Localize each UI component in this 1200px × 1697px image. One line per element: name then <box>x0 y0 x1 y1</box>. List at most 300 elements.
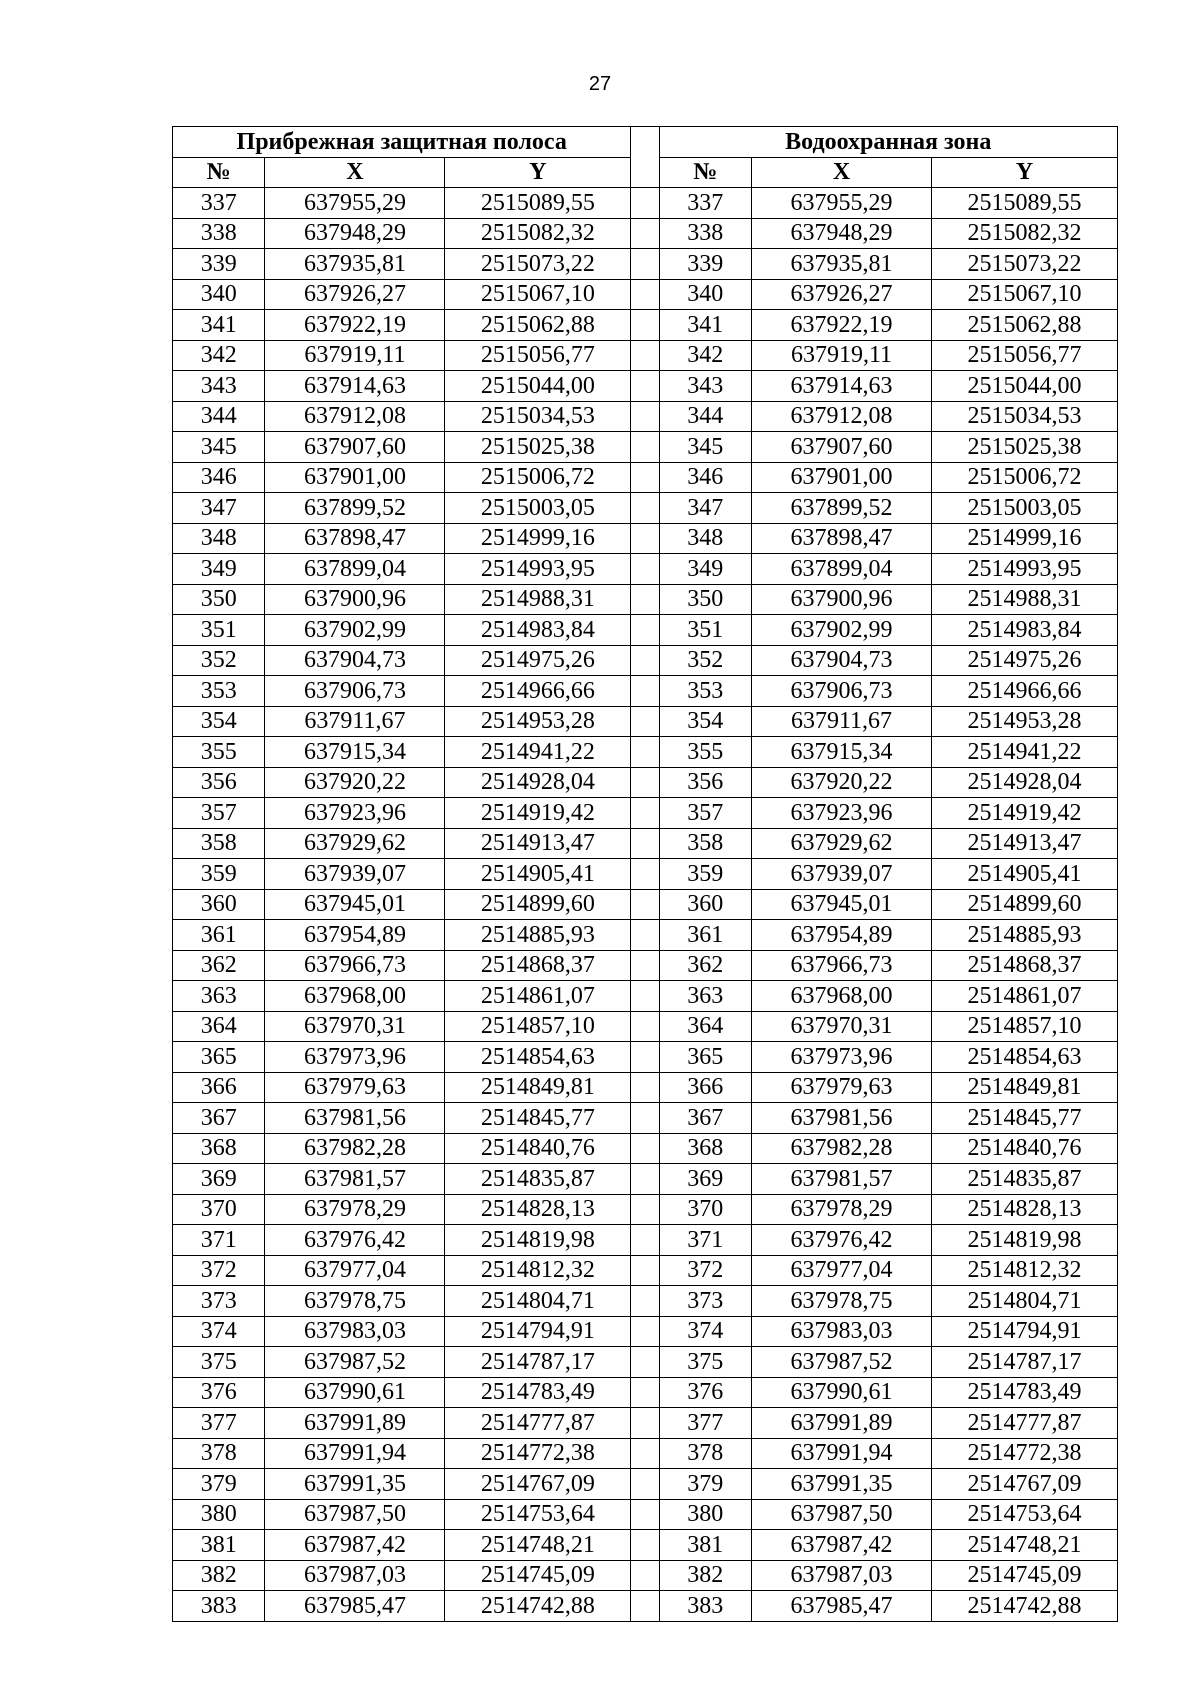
right-cell-y: 2514953,28 <box>931 706 1117 737</box>
right-cell-num: 368 <box>659 1133 751 1164</box>
table-gap-cell <box>631 1194 659 1225</box>
left-cell-y: 2515044,00 <box>445 371 631 402</box>
left-cell-y: 2514919,42 <box>445 798 631 829</box>
table-row <box>173 218 1118 249</box>
table-row <box>173 1011 1118 1042</box>
left-cell-num: 372 <box>173 1255 265 1286</box>
table-gap-cell <box>631 1072 659 1103</box>
right-cell-x: 637978,29 <box>752 1194 932 1225</box>
right-cell-y: 2514845,77 <box>931 1103 1117 1134</box>
table-row <box>173 859 1118 890</box>
right-cell-y: 2514828,13 <box>931 1194 1117 1225</box>
table-gap-cell <box>631 615 659 646</box>
table-gap-cell <box>631 493 659 524</box>
right-cell-y: 2514966,66 <box>931 676 1117 707</box>
right-cell-num: 375 <box>659 1347 751 1378</box>
table-gap-cell <box>631 1255 659 1286</box>
right-cell-y: 2514794,91 <box>931 1316 1117 1347</box>
right-cell-x: 637990,61 <box>752 1377 932 1408</box>
left-cell-x: 637976,42 <box>265 1225 445 1256</box>
right-cell-num: 357 <box>659 798 751 829</box>
right-cell-x: 637939,07 <box>752 859 932 890</box>
table-gap-cell <box>631 889 659 920</box>
right-cell-num: 376 <box>659 1377 751 1408</box>
left-cell-y: 2515006,72 <box>445 462 631 493</box>
left-cell-num: 361 <box>173 920 265 951</box>
right-cell-x: 637920,22 <box>752 767 932 798</box>
left-cell-y: 2515067,10 <box>445 279 631 310</box>
right-cell-y: 2514919,42 <box>931 798 1117 829</box>
table-row <box>173 1225 1118 1256</box>
left-cell-x: 637987,50 <box>265 1499 445 1530</box>
table-gap-cell <box>631 1011 659 1042</box>
right-col-num-header: № <box>659 157 751 188</box>
table-row <box>173 950 1118 981</box>
right-cell-num: 345 <box>659 432 751 463</box>
right-cell-x: 637979,63 <box>752 1072 932 1103</box>
right-cell-num: 348 <box>659 523 751 554</box>
left-col-x-header: X <box>265 157 445 188</box>
left-cell-y: 2514966,66 <box>445 676 631 707</box>
right-cell-y: 2514742,88 <box>931 1591 1117 1622</box>
right-cell-x: 637977,04 <box>752 1255 932 1286</box>
left-cell-num: 351 <box>173 615 265 646</box>
left-cell-y: 2514983,84 <box>445 615 631 646</box>
table-gap-cell <box>631 1499 659 1530</box>
left-cell-y: 2514787,17 <box>445 1347 631 1378</box>
right-cell-num: 377 <box>659 1408 751 1439</box>
left-cell-x: 637987,52 <box>265 1347 445 1378</box>
right-cell-x: 637923,96 <box>752 798 932 829</box>
right-cell-num: 352 <box>659 645 751 676</box>
left-cell-y: 2514840,76 <box>445 1133 631 1164</box>
table-gap-cell <box>631 1133 659 1164</box>
left-cell-y: 2514767,09 <box>445 1469 631 1500</box>
left-cell-y: 2514857,10 <box>445 1011 631 1042</box>
right-cell-x: 637935,81 <box>752 249 932 280</box>
right-cell-x: 637987,50 <box>752 1499 932 1530</box>
right-table-title: Водоохранная зона <box>659 127 1117 158</box>
right-cell-num: 358 <box>659 828 751 859</box>
right-cell-y: 2514777,87 <box>931 1408 1117 1439</box>
right-cell-y: 2515025,38 <box>931 432 1117 463</box>
right-cell-y: 2514783,49 <box>931 1377 1117 1408</box>
page-number: 27 <box>588 73 612 95</box>
left-cell-x: 637920,22 <box>265 767 445 798</box>
left-cell-num: 345 <box>173 432 265 463</box>
right-cell-num: 351 <box>659 615 751 646</box>
right-cell-y: 2514767,09 <box>931 1469 1117 1500</box>
right-cell-y: 2514999,16 <box>931 523 1117 554</box>
right-cell-y: 2514745,09 <box>931 1560 1117 1591</box>
left-cell-y: 2514975,26 <box>445 645 631 676</box>
table-row <box>173 1194 1118 1225</box>
table-row <box>173 645 1118 676</box>
left-cell-x: 637991,89 <box>265 1408 445 1439</box>
right-cell-num: 366 <box>659 1072 751 1103</box>
table-gap-cell <box>631 1316 659 1347</box>
right-cell-x: 637948,29 <box>752 218 932 249</box>
right-cell-x: 637904,73 <box>752 645 932 676</box>
table-gap-cell <box>631 249 659 280</box>
right-cell-y: 2514975,26 <box>931 645 1117 676</box>
left-cell-num: 339 <box>173 249 265 280</box>
left-cell-num: 378 <box>173 1438 265 1469</box>
table-gap-cell <box>631 310 659 341</box>
left-cell-num: 348 <box>173 523 265 554</box>
left-cell-y: 2514885,93 <box>445 920 631 951</box>
right-cell-num: 367 <box>659 1103 751 1134</box>
right-cell-y: 2514772,38 <box>931 1438 1117 1469</box>
right-cell-num: 342 <box>659 340 751 371</box>
table-body <box>173 188 1118 1622</box>
right-cell-num: 343 <box>659 371 751 402</box>
right-cell-num: 359 <box>659 859 751 890</box>
left-cell-y: 2514899,60 <box>445 889 631 920</box>
left-cell-y: 2514849,81 <box>445 1072 631 1103</box>
right-cell-y: 2515044,00 <box>931 371 1117 402</box>
left-cell-num: 369 <box>173 1164 265 1195</box>
right-cell-x: 637902,99 <box>752 615 932 646</box>
left-cell-x: 637906,73 <box>265 676 445 707</box>
left-cell-y: 2514928,04 <box>445 767 631 798</box>
left-cell-y: 2514913,47 <box>445 828 631 859</box>
left-cell-num: 346 <box>173 462 265 493</box>
left-cell-y: 2514988,31 <box>445 584 631 615</box>
left-cell-num: 376 <box>173 1377 265 1408</box>
left-cell-x: 637990,61 <box>265 1377 445 1408</box>
left-cell-num: 358 <box>173 828 265 859</box>
left-cell-x: 637900,96 <box>265 584 445 615</box>
right-cell-y: 2514812,32 <box>931 1255 1117 1286</box>
left-cell-y: 2514941,22 <box>445 737 631 768</box>
table-gap-cell <box>631 1225 659 1256</box>
left-cell-num: 363 <box>173 981 265 1012</box>
table-gap-cell <box>631 1377 659 1408</box>
left-cell-num: 381 <box>173 1530 265 1561</box>
left-cell-num: 364 <box>173 1011 265 1042</box>
right-cell-x: 637898,47 <box>752 523 932 554</box>
right-cell-y: 2514804,71 <box>931 1286 1117 1317</box>
left-cell-x: 637954,89 <box>265 920 445 951</box>
table-gap-cell <box>631 645 659 676</box>
table-gap-cell <box>631 676 659 707</box>
left-cell-y: 2514828,13 <box>445 1194 631 1225</box>
right-cell-num: 364 <box>659 1011 751 1042</box>
table-row <box>173 920 1118 951</box>
left-cell-x: 637979,63 <box>265 1072 445 1103</box>
right-cell-y: 2515073,22 <box>931 249 1117 280</box>
left-cell-num: 360 <box>173 889 265 920</box>
right-cell-num: 363 <box>659 981 751 1012</box>
left-cell-num: 344 <box>173 401 265 432</box>
right-cell-y: 2514905,41 <box>931 859 1117 890</box>
left-cell-x: 637898,47 <box>265 523 445 554</box>
table-row <box>173 676 1118 707</box>
table-gap-cell <box>631 737 659 768</box>
table-row <box>173 554 1118 585</box>
left-cell-num: 370 <box>173 1194 265 1225</box>
left-cell-y: 2515073,22 <box>445 249 631 280</box>
left-cell-y: 2514999,16 <box>445 523 631 554</box>
right-cell-num: 360 <box>659 889 751 920</box>
left-cell-y: 2514748,21 <box>445 1530 631 1561</box>
left-cell-x: 637981,57 <box>265 1164 445 1195</box>
right-cell-x: 637985,47 <box>752 1591 932 1622</box>
right-cell-x: 637914,63 <box>752 371 932 402</box>
left-cell-num: 375 <box>173 1347 265 1378</box>
table-header <box>173 127 1118 188</box>
left-cell-x: 637985,47 <box>265 1591 445 1622</box>
right-cell-num: 353 <box>659 676 751 707</box>
table-gap-cell <box>631 828 659 859</box>
right-cell-x: 637987,42 <box>752 1530 932 1561</box>
left-cell-num: 349 <box>173 554 265 585</box>
right-cell-x: 637899,52 <box>752 493 932 524</box>
right-cell-y: 2514928,04 <box>931 767 1117 798</box>
left-cell-num: 362 <box>173 950 265 981</box>
right-cell-num: 378 <box>659 1438 751 1469</box>
right-cell-y: 2515003,05 <box>931 493 1117 524</box>
left-cell-x: 637987,03 <box>265 1560 445 1591</box>
right-cell-y: 2514885,93 <box>931 920 1117 951</box>
table-gap-cell <box>631 218 659 249</box>
right-cell-num: 349 <box>659 554 751 585</box>
left-cell-x: 637912,08 <box>265 401 445 432</box>
right-cell-x: 637915,34 <box>752 737 932 768</box>
left-cell-x: 637987,42 <box>265 1530 445 1561</box>
right-cell-x: 637922,19 <box>752 310 932 341</box>
right-cell-x: 637968,00 <box>752 981 932 1012</box>
left-cell-x: 637948,29 <box>265 218 445 249</box>
right-cell-y: 2515062,88 <box>931 310 1117 341</box>
table-row <box>173 371 1118 402</box>
right-cell-x: 637954,89 <box>752 920 932 951</box>
left-cell-x: 637922,19 <box>265 310 445 341</box>
table-row <box>173 310 1118 341</box>
right-cell-y: 2514840,76 <box>931 1133 1117 1164</box>
left-cell-x: 637955,29 <box>265 188 445 219</box>
right-cell-num: 344 <box>659 401 751 432</box>
right-cell-y: 2514861,07 <box>931 981 1117 1012</box>
left-cell-y: 2514772,38 <box>445 1438 631 1469</box>
table-gap-cell <box>631 584 659 615</box>
left-cell-num: 365 <box>173 1042 265 1073</box>
left-cell-x: 637911,67 <box>265 706 445 737</box>
right-cell-x: 637911,67 <box>752 706 932 737</box>
right-cell-x: 637926,27 <box>752 279 932 310</box>
right-cell-x: 637991,35 <box>752 1469 932 1500</box>
left-cell-y: 2515025,38 <box>445 432 631 463</box>
left-cell-y: 2514854,63 <box>445 1042 631 1073</box>
right-cell-y: 2514988,31 <box>931 584 1117 615</box>
left-cell-y: 2514777,87 <box>445 1408 631 1439</box>
table-row <box>173 1530 1118 1561</box>
table-gap-cell <box>631 950 659 981</box>
table-row <box>173 1072 1118 1103</box>
right-cell-y: 2515067,10 <box>931 279 1117 310</box>
table-gap-cell <box>631 920 659 951</box>
left-table-title: Прибрежная защитная полоса <box>173 127 631 158</box>
right-cell-y: 2514857,10 <box>931 1011 1117 1042</box>
table-gap-cell <box>631 767 659 798</box>
left-cell-x: 637899,04 <box>265 554 445 585</box>
right-cell-x: 637976,42 <box>752 1225 932 1256</box>
table-gap-cell <box>631 523 659 554</box>
left-cell-y: 2515089,55 <box>445 188 631 219</box>
left-cell-x: 637926,27 <box>265 279 445 310</box>
table-gap-cell <box>631 188 659 219</box>
left-cell-num: 340 <box>173 279 265 310</box>
right-cell-y: 2515089,55 <box>931 188 1117 219</box>
table-row <box>173 401 1118 432</box>
right-cell-x: 637901,00 <box>752 462 932 493</box>
table-gap-cell <box>631 127 659 188</box>
left-cell-x: 637981,56 <box>265 1103 445 1134</box>
table-row <box>173 279 1118 310</box>
right-cell-x: 637981,57 <box>752 1164 932 1195</box>
right-cell-num: 370 <box>659 1194 751 1225</box>
right-cell-num: 383 <box>659 1591 751 1622</box>
table-gap-cell <box>631 1164 659 1195</box>
table-gap-cell <box>631 432 659 463</box>
table-row <box>173 767 1118 798</box>
left-cell-y: 2514783,49 <box>445 1377 631 1408</box>
left-cell-x: 637982,28 <box>265 1133 445 1164</box>
table-row <box>173 798 1118 829</box>
right-cell-x: 637982,28 <box>752 1133 932 1164</box>
right-cell-x: 637907,60 <box>752 432 932 463</box>
left-cell-y: 2514804,71 <box>445 1286 631 1317</box>
right-cell-y: 2514868,37 <box>931 950 1117 981</box>
left-cell-x: 637919,11 <box>265 340 445 371</box>
right-cell-num: 339 <box>659 249 751 280</box>
right-cell-num: 365 <box>659 1042 751 1073</box>
table-row <box>173 493 1118 524</box>
right-cell-num: 350 <box>659 584 751 615</box>
right-cell-y: 2514913,47 <box>931 828 1117 859</box>
right-cell-num: 340 <box>659 279 751 310</box>
table-row <box>173 1316 1118 1347</box>
table-gap-cell <box>631 371 659 402</box>
table-row <box>173 523 1118 554</box>
right-cell-num: 382 <box>659 1560 751 1591</box>
table-gap-cell <box>631 798 659 829</box>
left-col-num-header: № <box>173 157 265 188</box>
table-row <box>173 1438 1118 1469</box>
left-cell-x: 637901,00 <box>265 462 445 493</box>
table-gap-cell <box>631 1469 659 1500</box>
left-cell-y: 2514993,95 <box>445 554 631 585</box>
right-cell-y: 2514993,95 <box>931 554 1117 585</box>
right-cell-y: 2514753,64 <box>931 1499 1117 1530</box>
right-cell-num: 355 <box>659 737 751 768</box>
right-cell-num: 337 <box>659 188 751 219</box>
right-cell-num: 361 <box>659 920 751 951</box>
table-gap-cell <box>631 859 659 890</box>
right-cell-num: 369 <box>659 1164 751 1195</box>
right-cell-y: 2514983,84 <box>931 615 1117 646</box>
left-cell-num: 366 <box>173 1072 265 1103</box>
left-cell-y: 2514868,37 <box>445 950 631 981</box>
left-cell-num: 350 <box>173 584 265 615</box>
left-cell-y: 2515003,05 <box>445 493 631 524</box>
right-cell-x: 637955,29 <box>752 188 932 219</box>
left-cell-x: 637907,60 <box>265 432 445 463</box>
table-row <box>173 584 1118 615</box>
table-row <box>173 1164 1118 1195</box>
table-row <box>173 1499 1118 1530</box>
right-cell-y: 2514748,21 <box>931 1530 1117 1561</box>
right-cell-num: 362 <box>659 950 751 981</box>
right-cell-y: 2515034,53 <box>931 401 1117 432</box>
right-cell-x: 637973,96 <box>752 1042 932 1073</box>
table-gap-cell <box>631 1438 659 1469</box>
table-gap-cell <box>631 1530 659 1561</box>
left-cell-x: 637939,07 <box>265 859 445 890</box>
right-cell-num: 371 <box>659 1225 751 1256</box>
table-row <box>173 432 1118 463</box>
table-title-row <box>173 127 1118 158</box>
left-cell-num: 354 <box>173 706 265 737</box>
table-row <box>173 828 1118 859</box>
right-cell-num: 372 <box>659 1255 751 1286</box>
right-cell-y: 2514849,81 <box>931 1072 1117 1103</box>
right-col-x-header: X <box>752 157 932 188</box>
left-cell-num: 338 <box>173 218 265 249</box>
left-cell-num: 380 <box>173 1499 265 1530</box>
table-gap-cell <box>631 1408 659 1439</box>
left-cell-x: 637978,75 <box>265 1286 445 1317</box>
left-cell-num: 379 <box>173 1469 265 1500</box>
left-cell-num: 352 <box>173 645 265 676</box>
right-cell-num: 338 <box>659 218 751 249</box>
right-cell-y: 2514899,60 <box>931 889 1117 920</box>
table-gap-cell <box>631 1347 659 1378</box>
right-cell-y: 2514819,98 <box>931 1225 1117 1256</box>
left-cell-num: 373 <box>173 1286 265 1317</box>
left-cell-y: 2515056,77 <box>445 340 631 371</box>
left-cell-y: 2514745,09 <box>445 1560 631 1591</box>
right-cell-x: 637912,08 <box>752 401 932 432</box>
right-cell-num: 356 <box>659 767 751 798</box>
right-cell-y: 2514941,22 <box>931 737 1117 768</box>
left-cell-y: 2514742,88 <box>445 1591 631 1622</box>
right-cell-num: 374 <box>659 1316 751 1347</box>
left-cell-x: 637914,63 <box>265 371 445 402</box>
left-cell-y: 2514753,64 <box>445 1499 631 1530</box>
right-cell-x: 637966,73 <box>752 950 932 981</box>
left-cell-y: 2514794,91 <box>445 1316 631 1347</box>
table-gap-cell <box>631 1103 659 1134</box>
table-row <box>173 1042 1118 1073</box>
right-cell-num: 381 <box>659 1530 751 1561</box>
left-cell-num: 377 <box>173 1408 265 1439</box>
left-cell-y: 2514845,77 <box>445 1103 631 1134</box>
right-cell-y: 2515006,72 <box>931 462 1117 493</box>
right-cell-num: 373 <box>659 1286 751 1317</box>
left-cell-y: 2514812,32 <box>445 1255 631 1286</box>
table-row <box>173 462 1118 493</box>
right-cell-num: 347 <box>659 493 751 524</box>
left-cell-num: 337 <box>173 188 265 219</box>
left-cell-x: 637970,31 <box>265 1011 445 1042</box>
table-gap-cell <box>631 706 659 737</box>
left-cell-x: 637902,99 <box>265 615 445 646</box>
right-cell-num: 380 <box>659 1499 751 1530</box>
left-cell-x: 637977,04 <box>265 1255 445 1286</box>
left-cell-y: 2514835,87 <box>445 1164 631 1195</box>
